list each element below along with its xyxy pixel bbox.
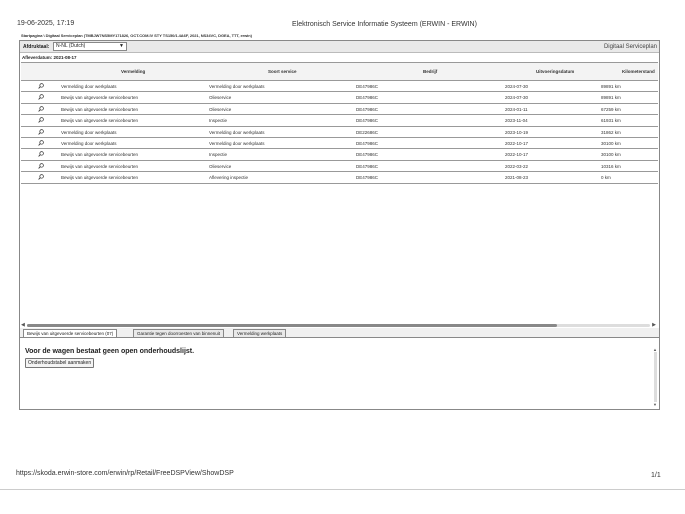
tab-rust-warranty[interactable]: Garantie tegen doorroesten van binnenuit xyxy=(133,329,224,337)
delivery-date: Afleverdatum: 2021-08-17 xyxy=(22,55,77,60)
cell-uitvoeringsdatum: 2023-10-19 xyxy=(505,129,529,135)
cell-bedrijf: DE47986C xyxy=(356,106,379,112)
print-datetime: 19-06-2025, 17:19 xyxy=(17,20,75,27)
cell-vermelding: Bewijs van uitgevoerde servicebeurten xyxy=(61,106,139,112)
scrollbar-thumb[interactable] xyxy=(27,324,557,327)
magnifier-icon[interactable] xyxy=(38,94,44,100)
column-header-kilometerstand[interactable]: Kilometerstand xyxy=(622,69,655,74)
table-row[interactable] xyxy=(21,104,658,115)
magnifier-icon[interactable] xyxy=(38,106,44,112)
cell-vermelding: Bewijs van uitgevoerde servicebeurten xyxy=(61,163,139,169)
cell-bedrijf: DE47986C xyxy=(356,175,379,181)
cell-soort-service: Vermelding door werkplaats xyxy=(209,140,265,146)
cell-uitvoeringsdatum: 2021-08-23 xyxy=(505,175,529,181)
scroll-down-icon[interactable]: ▼ xyxy=(653,402,657,407)
table-row[interactable] xyxy=(21,149,658,160)
tab-service-proof[interactable]: Bewijs van uitgevoerde servicebeurten (07) xyxy=(23,329,117,337)
create-maintenance-table-button[interactable]: Onderhoudstabel aanmaken xyxy=(25,358,94,368)
toolbar xyxy=(20,41,659,53)
cell-vermelding: Bewijs van uitgevoerde servicebeurten xyxy=(61,152,139,158)
cell-uitvoeringsdatum: 2023-11-04 xyxy=(505,118,528,124)
cell-bedrijf: DE47986C xyxy=(356,84,379,89)
cell-bedrijf: DE47986C xyxy=(356,118,379,124)
cell-bedrijf: DE47986C xyxy=(356,140,379,146)
cell-uitvoeringsdatum: 2024-01-11 xyxy=(505,106,528,112)
tab-workshop-note[interactable]: Vermelding werkplaats xyxy=(233,329,286,337)
maintenance-subpanel xyxy=(20,338,659,408)
table-row[interactable] xyxy=(21,161,658,172)
scroll-up-icon[interactable]: ▲ xyxy=(653,347,657,352)
table-header xyxy=(21,62,658,81)
cell-soort-service: Inspectie xyxy=(209,118,228,124)
cell-kilometerstand: 67259 km xyxy=(601,106,621,112)
service-plan-panel xyxy=(19,40,660,410)
cell-soort-service: Olieservice xyxy=(209,95,232,101)
cell-kilometerstand: 31862 km xyxy=(601,129,621,135)
page-number: 1/1 xyxy=(651,472,661,479)
table-row[interactable] xyxy=(21,92,658,103)
scroll-left-icon[interactable]: ◀ xyxy=(21,322,25,328)
column-header-bedrijf[interactable]: Bedrijf xyxy=(423,69,438,74)
cell-uitvoeringsdatum: 2024-07-30 xyxy=(505,95,529,101)
cell-uitvoeringsdatum: 2022-03-22 xyxy=(505,163,529,169)
table-row[interactable] xyxy=(21,138,658,149)
cell-vermelding: Bewijs van uitgevoerde servicebeurten xyxy=(61,95,139,101)
table-row[interactable] xyxy=(21,115,658,126)
cell-kilometerstand: 30100 km xyxy=(601,152,621,158)
cell-bedrijf: DE22686C xyxy=(356,129,379,135)
table-row[interactable] xyxy=(21,81,658,92)
magnifier-icon[interactable] xyxy=(38,129,44,135)
column-header-uitvoeringsdatum[interactable]: Uitvoeringsdatum xyxy=(536,69,575,74)
chevron-down-icon: ▼ xyxy=(119,43,124,49)
no-maintenance-list-message: Voor de wagen bestaat geen open onderhoudslijst. xyxy=(25,348,195,355)
tab-bar xyxy=(20,328,659,338)
cell-bedrijf: DE47986C xyxy=(356,95,379,101)
cell-soort-service: Olieservice xyxy=(209,163,232,169)
cell-uitvoeringsdatum: 2022-10-17 xyxy=(505,140,529,146)
cell-uitvoeringsdatum: 2024-07-30 xyxy=(505,84,529,89)
cell-uitvoeringsdatum: 2022-10-17 xyxy=(505,152,529,158)
cell-soort-service: Olieservice xyxy=(209,106,232,112)
magnifier-icon[interactable] xyxy=(38,83,44,89)
cell-kilometerstand: 0 km xyxy=(601,175,611,181)
cell-vermelding: Vermelding door werkplaats xyxy=(61,129,117,135)
vertical-scrollbar-track[interactable] xyxy=(654,352,657,402)
magnifier-icon[interactable] xyxy=(38,117,44,123)
page-title: Elektronisch Service Informatie Systeem (ERWIN - ERWIN) xyxy=(292,21,477,28)
cell-vermelding: Bewijs van uitgevoerde servicebeurten xyxy=(61,175,139,181)
magnifier-icon[interactable] xyxy=(38,140,44,146)
scroll-right-icon[interactable]: ▶ xyxy=(652,322,656,328)
cell-soort-service: Aflevering inspectie xyxy=(209,175,249,181)
cell-vermelding: Bewijs van uitgevoerde servicebeurten xyxy=(61,118,139,124)
footer-url: https://skoda.erwin-store.com/erwin/rp/Retail/FreeDSPView/ShowDSP xyxy=(16,470,234,477)
cell-soort-service: Inspectie xyxy=(209,152,228,158)
column-header-vermelding[interactable]: Vermelding xyxy=(121,69,146,74)
cell-vermelding: Vermelding door werkplaats xyxy=(61,84,117,89)
footer-divider xyxy=(0,489,685,490)
digital-service-plan-label: Digitaal Serviceplan xyxy=(603,44,657,50)
table-body xyxy=(21,81,658,184)
cell-bedrijf: DE47986C xyxy=(356,163,379,169)
print-language-select[interactable] xyxy=(53,42,127,51)
service-history-table xyxy=(21,62,658,184)
cell-vermelding: Vermelding door werkplaats xyxy=(61,140,117,146)
magnifier-icon[interactable] xyxy=(38,163,44,169)
table-row[interactable] xyxy=(21,127,658,138)
column-header-soort-service[interactable]: Soort service xyxy=(268,69,297,74)
print-language-value: N-NL (Dutch) xyxy=(56,43,86,49)
cell-kilometerstand: 89891 km xyxy=(601,84,621,89)
cell-kilometerstand: 61931 km xyxy=(601,118,621,124)
print-language-label: Afdruktaal: xyxy=(23,44,50,50)
magnifier-icon[interactable] xyxy=(38,151,44,157)
cell-bedrijf: DE47986C xyxy=(356,152,379,158)
magnifier-icon[interactable] xyxy=(38,174,44,180)
cell-kilometerstand: 10316 km xyxy=(601,163,621,169)
cell-soort-service: Vermelding door werkplaats xyxy=(209,84,265,89)
cell-soort-service: Vermelding door werkplaats xyxy=(209,129,265,135)
cell-kilometerstand: 30100 km xyxy=(601,140,621,146)
breadcrumb[interactable]: Startpagina \ Digitaal Serviceplan (TMBJW7NS5MY171826, OCT.COM.IV STY TS150/1.4A6F, 2021, NS34VC, DGEA, TTT, erwin) xyxy=(21,33,252,38)
table-row[interactable] xyxy=(21,172,658,183)
vertical-scrollbar[interactable] xyxy=(653,347,658,407)
cell-kilometerstand: 89891 km xyxy=(601,95,621,101)
